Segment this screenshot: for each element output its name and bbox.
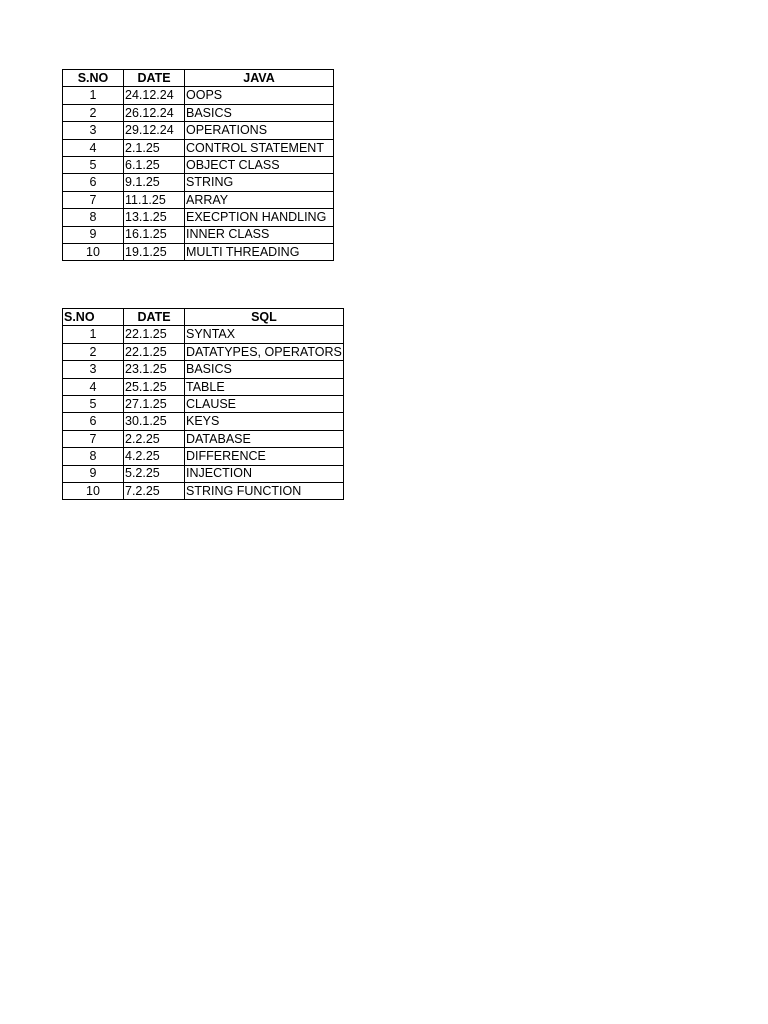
table-row — [63, 156, 334, 173]
cell-date: 4.2.25 — [124, 448, 185, 465]
cell-sno: 4 — [63, 378, 124, 395]
cell-topic: BASICS — [185, 361, 344, 378]
table-row — [63, 209, 334, 226]
table-row — [63, 104, 334, 121]
cell-date: 26.12.24 — [124, 104, 185, 121]
cell-date: 30.1.25 — [124, 413, 185, 430]
cell-sno: 6 — [63, 174, 124, 191]
table-header-row — [63, 309, 344, 326]
cell-sno: 8 — [63, 448, 124, 465]
cell-sno: 8 — [63, 209, 124, 226]
cell-topic: ARRAY — [185, 191, 334, 208]
cell-date: 13.1.25 — [124, 209, 185, 226]
table-row — [63, 226, 334, 243]
table-row — [63, 174, 334, 191]
cell-sno: 2 — [63, 343, 124, 360]
cell-date: 29.12.24 — [124, 122, 185, 139]
cell-sno: 1 — [63, 87, 124, 104]
cell-date: 9.1.25 — [124, 174, 185, 191]
cell-topic: DATABASE — [185, 430, 344, 447]
cell-topic: DATATYPES, OPERATORS — [186, 344, 342, 359]
cell-topic: CONTROL STATEMENT — [185, 139, 334, 156]
table-row — [63, 413, 344, 430]
table-row — [63, 465, 344, 482]
table-row — [63, 361, 344, 378]
table-row — [63, 430, 344, 447]
cell-sno: 9 — [63, 465, 124, 482]
cell-topic: KEYS — [185, 413, 344, 430]
cell-topic: INJECTION — [185, 465, 344, 482]
cell-sno: 7 — [63, 191, 124, 208]
cell-sno: 10 — [63, 243, 124, 260]
cell-sno: 3 — [63, 122, 124, 139]
table-row — [63, 378, 344, 395]
cell-date: 19.1.25 — [124, 243, 185, 260]
cell-sno: 9 — [63, 226, 124, 243]
cell-date: 7.2.25 — [124, 482, 185, 499]
cell-date: 25.1.25 — [124, 378, 185, 395]
cell-date: 22.1.25 — [124, 326, 185, 343]
table-row — [63, 139, 334, 156]
cell-topic: EXECPTION HANDLING — [185, 209, 334, 226]
table-row — [63, 448, 344, 465]
column-header-sno: S.NO — [63, 70, 124, 87]
table-row — [63, 191, 334, 208]
column-header-date: DATE — [124, 70, 185, 87]
sql-schedule-table — [62, 308, 344, 500]
cell-sno: 2 — [63, 104, 124, 121]
cell-date: 23.1.25 — [124, 361, 185, 378]
cell-topic: SYNTAX — [185, 326, 344, 343]
cell-date: 2.1.25 — [124, 139, 185, 156]
cell-topic: OBJECT CLASS — [185, 156, 334, 173]
column-header-sno: S.NO — [63, 309, 124, 326]
table-row — [63, 326, 344, 343]
table-row — [63, 482, 344, 499]
table-row — [63, 243, 334, 260]
table-row — [63, 122, 334, 139]
cell-sno: 7 — [63, 430, 124, 447]
cell-date: 16.1.25 — [124, 226, 185, 243]
cell-topic: OPERATIONS — [185, 122, 334, 139]
table-row — [63, 395, 344, 412]
cell-sno: 5 — [63, 156, 124, 173]
cell-date: 24.12.24 — [124, 87, 185, 104]
cell-date: 2.2.25 — [124, 430, 185, 447]
cell-sno: 10 — [63, 482, 124, 499]
table-row — [63, 87, 334, 104]
cell-sno: 4 — [63, 139, 124, 156]
column-header-date: DATE — [124, 309, 185, 326]
cell-date: 22.1.25 — [124, 343, 185, 360]
cell-topic: STRING FUNCTION — [185, 482, 344, 499]
cell-date: 11.1.25 — [124, 191, 185, 208]
cell-topic: OOPS — [185, 87, 334, 104]
cell-date: 27.1.25 — [124, 395, 185, 412]
column-header-topic: JAVA — [185, 70, 334, 87]
cell-date: 5.2.25 — [124, 465, 185, 482]
cell-topic: STRING — [185, 174, 334, 191]
java-schedule-table — [62, 69, 334, 261]
column-header-topic: SQL — [185, 309, 344, 326]
cell-topic: DIFFERENCE — [185, 448, 344, 465]
cell-topic: CLAUSE — [185, 395, 344, 412]
table-header-row — [63, 70, 334, 87]
cell-date: 6.1.25 — [124, 156, 185, 173]
cell-topic: BASICS — [185, 104, 334, 121]
cell-topic: MULTI THREADING — [185, 243, 334, 260]
cell-sno: 3 — [63, 361, 124, 378]
cell-sno: 5 — [63, 395, 124, 412]
cell-topic: INNER CLASS — [185, 226, 334, 243]
table-row — [63, 343, 344, 360]
cell-topic: TABLE — [185, 378, 344, 395]
cell-sno: 6 — [63, 413, 124, 430]
cell-sno: 1 — [63, 326, 124, 343]
